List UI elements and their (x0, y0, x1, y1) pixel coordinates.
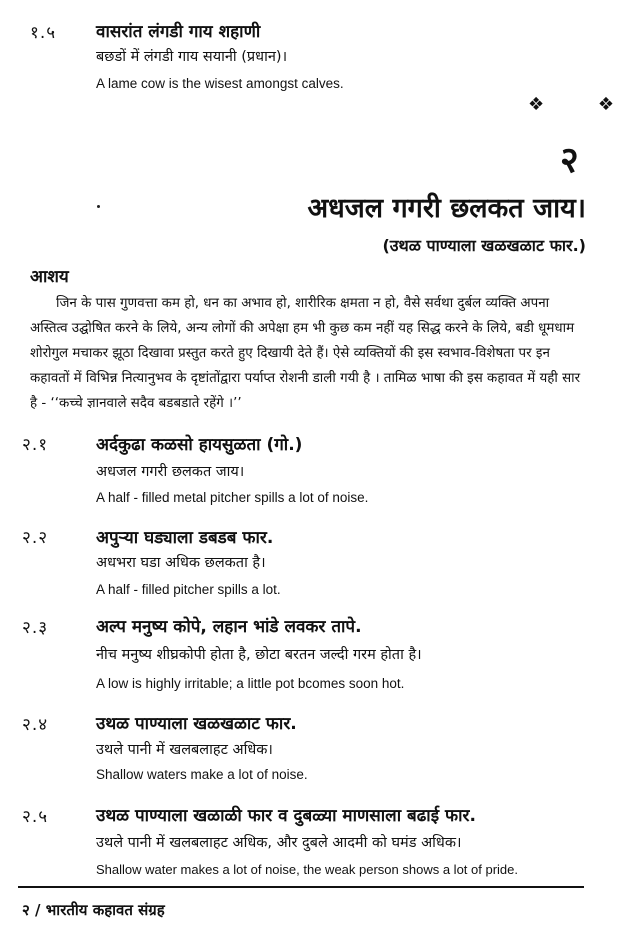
proverb-english: A half - filled metal pitcher spills a lot of noise. (96, 490, 369, 505)
proverb-hindi: अधभरा घडा अधिक छलकता है। (96, 555, 266, 571)
proverb-english: Shallow water makes a lot of noise, the weak person shows a lot of pride. (96, 862, 518, 877)
chapter-subtitle: (उथळ पाण्याला खळखळाट फार.) (382, 236, 586, 255)
entry-number: २.१ (22, 435, 49, 455)
chapter-title: अधजल गगरी छलकत जाय। (307, 193, 586, 224)
print-speck (97, 205, 100, 208)
proverb-english: A half - filled pitcher spills a lot. (96, 582, 281, 597)
proverb-marathi: अपुऱ्या घड्याला डबडब फार. (96, 528, 274, 548)
proverb-marathi: उथळ पाण्याला खळाळी फार व दुबळ्या माणसाला बढाई फार. (96, 806, 476, 826)
entry-number: २.३ (22, 618, 49, 638)
proverb-marathi: वासरांत लंगडी गाय शहाणी (96, 22, 261, 42)
section-heading: आशय (30, 267, 69, 287)
proverb-marathi: अर्दकुढा कळसो हायसुळता (गो.) (96, 435, 303, 455)
entry-number: २.४ (22, 715, 49, 735)
proverb-hindi: बछडों में लंगडी गाय सयानी (प्रधान)। (96, 49, 288, 65)
proverb-english: A low is highly irritable; a little pot bcomes soon hot. (96, 676, 405, 691)
explanation-paragraph: जिन के पास गुणवत्ता कम हो, धन का अभाव हो, शारीरिक क्षमता न हो, वैसे सर्वथा दुर्बल व्यक्ति अपना अस्तित्व उद्घोषित करने के लिये, अन्य लोगों की अपेक्षा हम भी कुछ कम नहीं यह सिद्ध करने के लिये, बडी धूमधाम शोरोगुल मचाकर झूठा दिखावा प्रस्तुत करते हुए दिखायी देते हैं। ऐसे व्यक्तियों की इस स्वभाव-विशेषता पर इन कहावतों में विभिन्न नित्यानुभव के दृष्टांतोंद्वारा पर्याप्त रोशनी डाली गयी है । तामिळ भाषा की इस कहावत में यही सार है - ‘‘कच्चे ज्ञानवाले सदैव बडबडाते रहेंगे ।’’ (30, 296, 581, 411)
proverb-hindi: अधजल गगरी छलकत जाय। (96, 464, 245, 480)
proverb-english: A lame cow is the wisest amongst calves. (96, 76, 344, 91)
footer-rule (18, 886, 584, 888)
proverb-hindi: नीच मनुष्य शीघ्रकोपी होता है, छोटा बरतन जल्दी गरम होता है। (96, 647, 422, 663)
entry-number: २.२ (22, 528, 49, 548)
proverb-english: Shallow waters make a lot of noise. (96, 767, 308, 782)
entry-number: १.५ (30, 23, 57, 43)
footer-separator: / (35, 901, 41, 919)
proverb-hindi: उथले पानी में खलबलाहट अधिक। (96, 742, 273, 758)
running-footer (22, 900, 165, 920)
ornament-divider: ❖ ❖ (528, 94, 638, 115)
proverb-hindi: उथले पानी में खलबलाहट अधिक, और दुबले आदमी को घमंड अधिक। (96, 835, 462, 851)
chapter-number: २ (560, 140, 579, 181)
book-title: भारतीय कहावत संग्रह (45, 901, 165, 919)
entry-number: २.५ (22, 807, 49, 827)
page-number: २ (22, 901, 30, 919)
proverb-marathi: उथळ पाण्याला खळखळाट फार. (96, 714, 297, 734)
proverb-marathi: अल्प मनुष्य कोपे, लहान भांडे लवकर तापे. (96, 617, 362, 637)
